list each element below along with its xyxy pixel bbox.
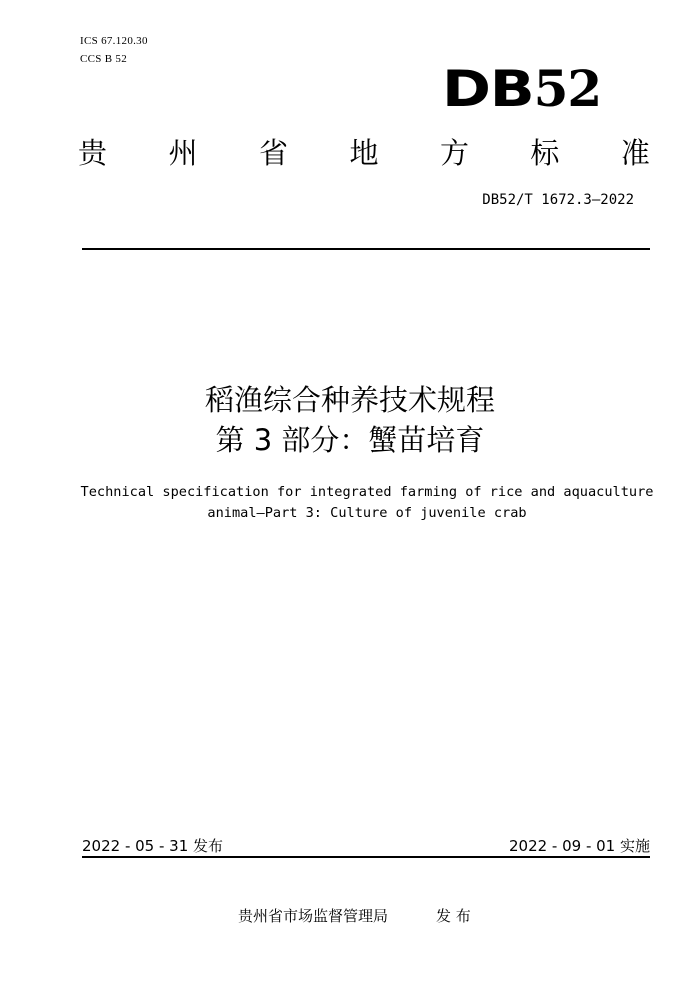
standard-number: DB52/T 1672.3—2022 xyxy=(482,192,634,208)
db52-logo xyxy=(442,59,602,118)
standard-type-char: 州 xyxy=(168,136,198,170)
issuer-action: 发 布 xyxy=(436,907,471,925)
footer-divider xyxy=(82,856,650,858)
standard-type-char: 方 xyxy=(439,136,469,170)
title-line-2: 第 3 部分：蟹苗培育 xyxy=(215,423,485,457)
standard-type-char: 贵 xyxy=(78,136,108,170)
issuer-name: 贵州省市场监督管理局 xyxy=(238,907,389,925)
title-line-1: 稻渔综合种养技术规程 xyxy=(204,383,495,417)
standard-type xyxy=(78,136,650,170)
release-date: 2022 - 05 - 31 发布 xyxy=(82,837,224,855)
english-title: Technical specification for integrated farming of rice and aquaculture animal—Part 3: Culture of juvenile crab xyxy=(80,484,654,521)
standard-type-char: 地 xyxy=(349,136,379,170)
implementation-date: 2022 - 09 - 01 实施 xyxy=(508,837,650,855)
standard-type-char: 准 xyxy=(620,136,650,170)
ics-code: ICS 67.120.30 xyxy=(80,35,148,47)
standard-type-char: 省 xyxy=(258,136,288,170)
logo-letters: DB xyxy=(442,60,534,118)
logo-number: 52 xyxy=(533,59,602,118)
header-divider xyxy=(82,248,650,250)
ccs-code: CCS B 52 xyxy=(80,53,128,65)
standard-type-char: 标 xyxy=(530,136,560,170)
